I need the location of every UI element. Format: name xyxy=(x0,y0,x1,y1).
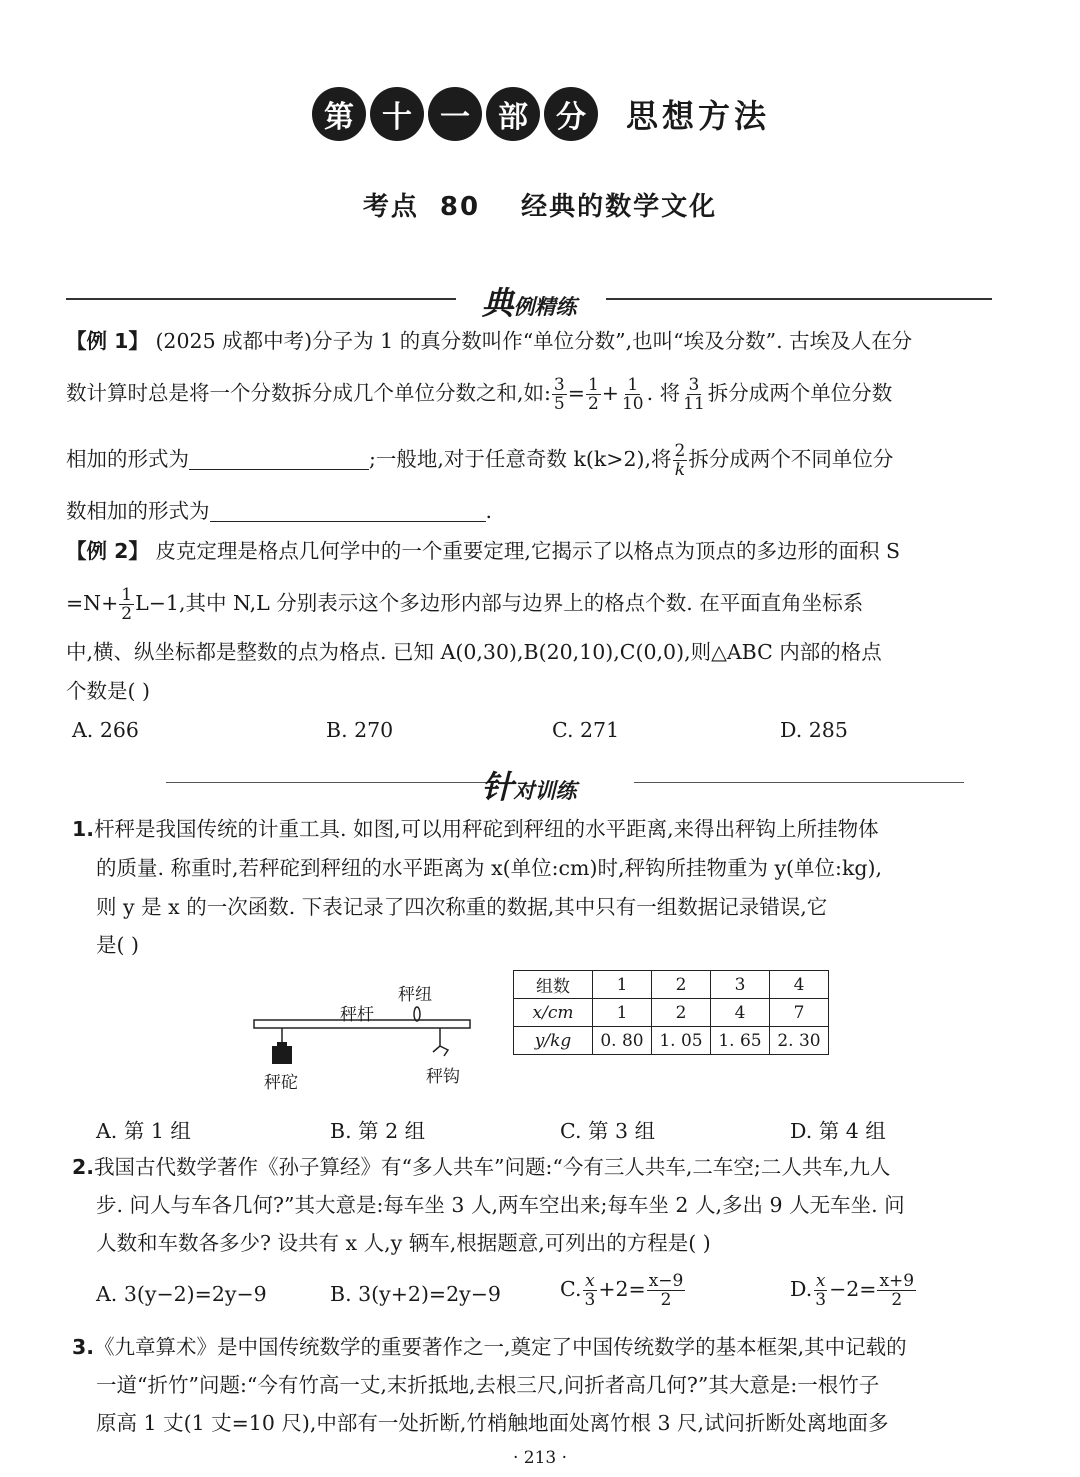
steelyard-weight-top xyxy=(277,1042,287,1047)
option-b[interactable]: B. 270 xyxy=(326,718,394,742)
text: =N+ xyxy=(66,591,119,615)
option-c[interactable] xyxy=(560,1272,686,1309)
answer-blank[interactable] xyxy=(210,499,486,522)
table-cell: y/kg xyxy=(514,1027,593,1055)
fraction: $\frac{x}{3}$ xyxy=(815,1271,827,1310)
text: +2= xyxy=(598,1277,646,1301)
example1-line2 xyxy=(66,376,892,413)
kaodian-label: 考点 xyxy=(362,192,419,222)
example2-line1 xyxy=(66,536,900,566)
fraction: $\frac{x-9}{2}$ xyxy=(648,1271,684,1310)
option-b[interactable]: B. 第 2 组 xyxy=(330,1119,426,1143)
steelyard-knob xyxy=(414,1007,420,1021)
option-d[interactable]: D. 285 xyxy=(780,718,848,742)
text: + xyxy=(601,381,619,405)
kaodian-title xyxy=(0,186,1080,223)
table-cell: 1. 65 xyxy=(711,1027,770,1055)
fraction: $\frac{1}{2}$ xyxy=(121,585,133,624)
section-header-examples xyxy=(66,278,992,322)
fraction: $\frac{2}{k}$ xyxy=(674,441,686,480)
steelyard-hook-tip xyxy=(433,1046,440,1052)
question-number: 1. xyxy=(72,817,95,841)
section-label-big: 针 xyxy=(481,768,514,806)
part-char-2: 十 xyxy=(370,87,424,141)
text: 数相加的形式为 xyxy=(66,499,210,523)
section-label-rest: 例精练 xyxy=(513,295,577,319)
table-cell: 1. 05 xyxy=(652,1027,711,1055)
fraction: $\frac{1}{10}$ xyxy=(621,375,644,414)
table-cell: 0. 80 xyxy=(593,1027,652,1055)
kaodian-name: 经典的数学文化 xyxy=(521,192,718,222)
label-gou: 秤钩 xyxy=(426,1067,460,1087)
q1-line4: 是( ) xyxy=(96,933,140,957)
q3-line3: 原高 1 丈(1 丈=10 尺),中部有一处折断,竹梢触地面处离竹根 3 尺,试问折断处离地面多 xyxy=(96,1411,889,1435)
q1-line1 xyxy=(72,814,879,844)
part-char-3: 一 xyxy=(428,87,482,141)
kaodian-number: 80 xyxy=(439,192,481,222)
text: 皮克定理是格点几何学中的一个重要定理,它揭示了以格点为顶点的多边形的面积 S xyxy=(155,539,901,563)
text: 拆分成两个不同单位分 xyxy=(688,447,894,471)
table-cell: 1 xyxy=(593,971,652,999)
example1-line4 xyxy=(66,496,492,526)
part-header xyxy=(0,82,1080,146)
text: . xyxy=(485,499,493,523)
table-row xyxy=(514,999,829,1027)
q3-line1 xyxy=(72,1332,907,1362)
table-row xyxy=(514,971,829,999)
text: −2= xyxy=(829,1277,877,1301)
fraction: $\frac{3}{5}$ xyxy=(553,375,565,414)
fraction: $\frac{x}{3}$ xyxy=(584,1271,596,1310)
option-letter: C. xyxy=(560,1277,582,1301)
text: ;一般地,对于任意奇数 k(k>2),将 xyxy=(369,447,672,471)
example1-line1 xyxy=(66,326,912,356)
example2-line3: 中,横、纵坐标都是整数的点为格点. 已知 A(0,30),B(20,10),C(0,0),则△ABC 内部的格点 xyxy=(66,640,882,664)
q2-line1 xyxy=(72,1152,890,1182)
steelyard-weight xyxy=(272,1046,292,1064)
text: 《九章算术》是中国传统数学的重要著作之一,奠定了中国传统数学的基本框架,其中记载的 xyxy=(94,1335,907,1359)
weighing-data-table xyxy=(513,970,829,1055)
text: 相加的形式为 xyxy=(66,447,189,471)
text: 我国古代数学著作《孙子算经》有“多人共车”问题:“今有三人共车,二车空;二人共车,九人 xyxy=(94,1155,891,1179)
example1-line3 xyxy=(66,442,893,479)
example2-line4: 个数是( ) xyxy=(66,679,151,703)
table-cell: 2 xyxy=(652,971,711,999)
fraction: $\frac{1}{2}$ xyxy=(587,375,599,414)
table-cell: 2. 30 xyxy=(770,1027,829,1055)
steelyard-hook xyxy=(440,1028,448,1056)
table-cell: 4 xyxy=(770,971,829,999)
question-number: 2. xyxy=(72,1155,95,1179)
option-d[interactable]: D. 第 4 组 xyxy=(790,1119,886,1143)
option-letter: D. xyxy=(790,1277,813,1301)
text: 数计算时总是将一个分数拆分成几个单位分数之和,如: xyxy=(66,381,551,405)
q2-line2: 步. 问人与车各几何?”其大意是:每车坐 3 人,两车空出来;每车坐 2 人,多出 9 人无车坐. 问 xyxy=(96,1193,905,1217)
table-cell: 1 xyxy=(593,999,652,1027)
text: . 将 xyxy=(646,381,681,405)
fraction: $\frac{x+9}{2}$ xyxy=(879,1271,915,1310)
page-number: · 213 · xyxy=(512,1448,568,1468)
text: 拆分成两个单位分数 xyxy=(707,381,893,405)
part-char-4: 部 xyxy=(486,87,540,141)
q1-line3: 则 y 是 x 的一次函数. 下表记录了四次称重的数据,其中只有一组数据记录错误,它 xyxy=(96,895,828,919)
part-char-5: 分 xyxy=(544,87,598,141)
option-c[interactable]: C. 271 xyxy=(552,718,620,742)
option-a[interactable]: A. 第 1 组 xyxy=(96,1119,191,1143)
option-a[interactable]: A. 3(y−2)=2y−9 xyxy=(96,1282,267,1306)
q3-line2: 一道“折竹”问题:“今有竹高一丈,末折抵地,去根三尺,问折者高几何?”其大意是:一根竹子 xyxy=(96,1373,880,1397)
part-char-1: 第 xyxy=(312,87,366,141)
table-cell: x/cm xyxy=(514,999,593,1027)
q1-line2: 的质量. 称重时,若秤砣到秤纽的水平距离为 x(单位:cm)时,秤钩所挂物重为 y(单位:kg), xyxy=(96,856,883,880)
example-tag: 【例 2】 xyxy=(66,539,149,563)
label-gan: 秤杆 xyxy=(340,1005,374,1025)
q2-line3: 人数和车数各多少? 设共有 x 人,y 辆车,根据题意,可列出的方程是( ) xyxy=(96,1231,711,1255)
table-cell: 7 xyxy=(770,999,829,1027)
section-label-rest: 对训练 xyxy=(513,779,577,803)
example2-line2 xyxy=(66,586,863,623)
section-label xyxy=(66,278,992,324)
part-title: 思想方法 xyxy=(625,97,770,135)
table-cell: 组数 xyxy=(514,971,593,999)
option-d[interactable] xyxy=(790,1272,917,1309)
table-cell: 4 xyxy=(711,999,770,1027)
text: = xyxy=(567,381,585,405)
table-cell: 2 xyxy=(652,999,711,1027)
question-number: 3. xyxy=(72,1335,95,1359)
label-tuo: 秤砣 xyxy=(264,1073,298,1093)
fraction: $\frac{3}{11}$ xyxy=(683,375,705,414)
text: L−1,其中 N,L 分别表示这个多边形内部与边界上的格点个数. 在平面直角坐标系 xyxy=(135,591,864,615)
answer-blank[interactable] xyxy=(189,447,369,470)
option-a[interactable]: A. 266 xyxy=(72,718,139,742)
section-label-big: 典 xyxy=(481,284,514,322)
table-row xyxy=(514,1027,829,1055)
section-header-training xyxy=(66,762,992,806)
text: 杆秤是我国传统的计重工具. 如图,可以用秤砣到秤纽的水平距离,来得出秤钩上所挂物体 xyxy=(94,817,879,841)
section-label xyxy=(66,762,992,808)
label-niu: 秤纽 xyxy=(398,985,432,1005)
text: (2025 成都中考)分子为 1 的真分数叫作“单位分数”,也叫“埃及分数”. 古埃及人在分 xyxy=(155,329,913,353)
example-tag: 【例 1】 xyxy=(66,329,149,353)
table-cell: 3 xyxy=(711,971,770,999)
option-b[interactable]: B. 3(y+2)=2y−9 xyxy=(330,1282,501,1306)
option-c[interactable]: C. 第 3 组 xyxy=(560,1119,656,1143)
